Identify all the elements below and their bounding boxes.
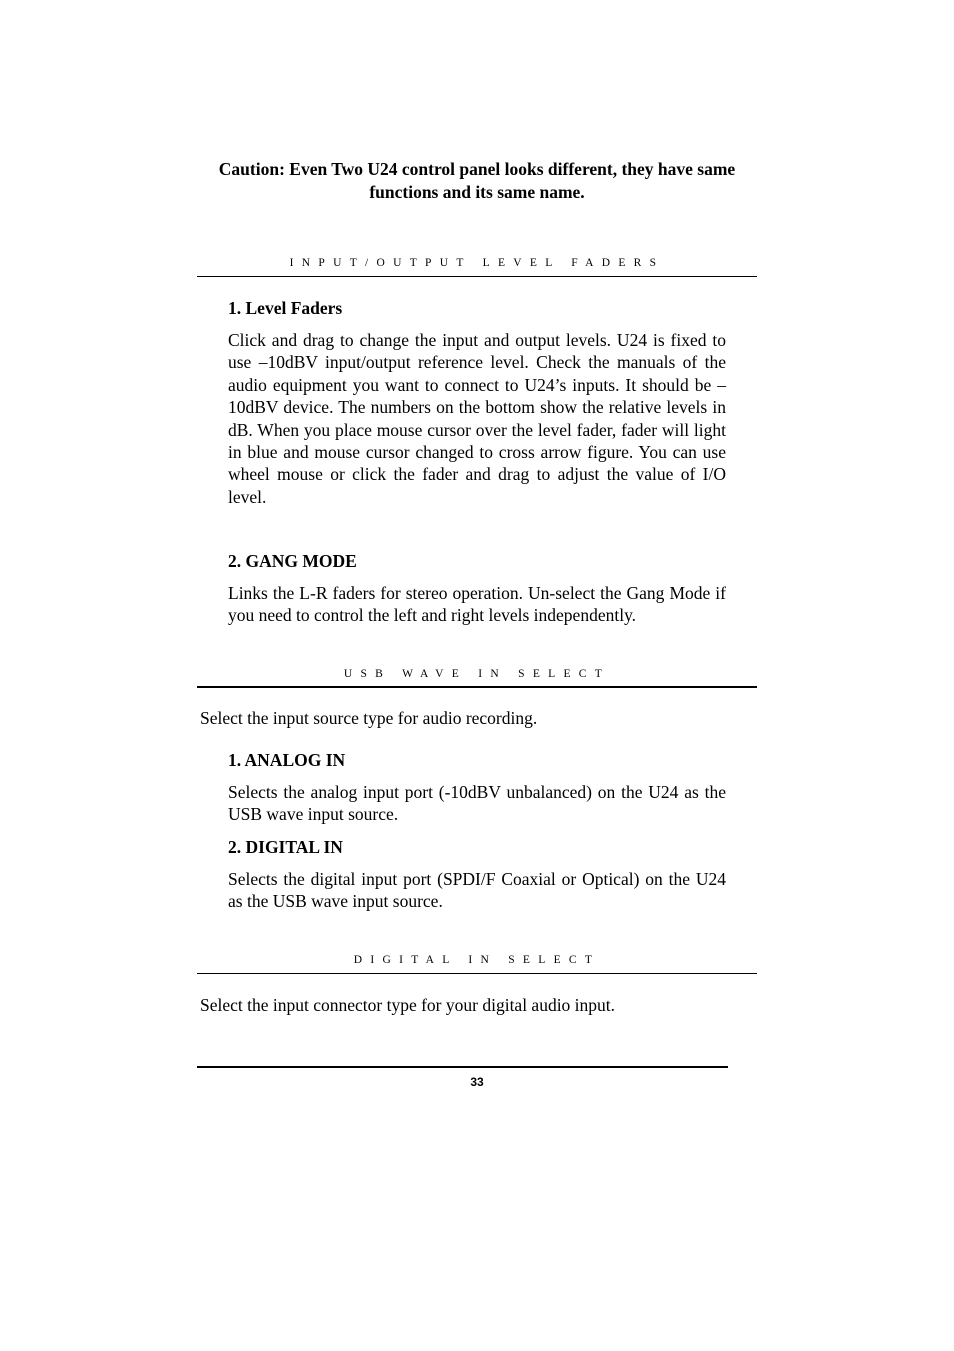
gang-mode-title: 2. GANG MODE	[228, 551, 357, 571]
page-number: 33	[470, 1075, 484, 1089]
caution-note: Caution: Even Two U24 control panel looks different, they have same functions and its same name.	[218, 159, 736, 202]
section-heading-usb-wave: USB WAVE IN SELECT	[343, 668, 611, 680]
analog-in-text: Selects the analog input port (-10dBV unbalanced) on the U24 as the USB wave input source.	[228, 782, 726, 825]
usb-wave-intro: Select the input source type for audio recording.	[200, 708, 538, 728]
footer-rule	[197, 1066, 728, 1068]
digital-in-text: Selects the digital input port (SPDI/F Coaxial or Optical) on the U24 as the USB wave input source.	[228, 869, 726, 912]
section-heading-digital-in: DIGITAL IN SELECT	[353, 954, 601, 966]
level-faders-title: 1. Level Faders	[228, 298, 343, 318]
gang-mode-text: Links the L-R faders for stereo operation. Un-select the Gang Mode if you need to control the left and right levels independently.	[228, 583, 726, 626]
section-heading-io-faders: INPUT/OUTPUT LEVEL FADERS	[289, 257, 665, 269]
section-rule	[197, 686, 757, 688]
digital-in-intro: Select the input connector type for your digital audio input.	[200, 995, 616, 1015]
section-rule	[197, 973, 757, 974]
section-rule	[197, 276, 757, 277]
level-faders-text: Click and drag to change the input and output levels. U24 is fixed to use –10dBV input/output reference level. Check the manuals of the audio equipment you want to connect to U24’s inputs. It should be –10dBV device. The numbers on the bottom show the relative levels in dB. When you place mouse cursor over the level fader, fader will light in blue and mouse cursor changed to cross arrow figure. You can use wheel mouse or click the fader and drag to adjust the value of I/O level.	[228, 330, 726, 507]
analog-in-title: 1. ANALOG IN	[228, 750, 346, 770]
digital-in-title: 2. DIGITAL IN	[228, 837, 343, 857]
